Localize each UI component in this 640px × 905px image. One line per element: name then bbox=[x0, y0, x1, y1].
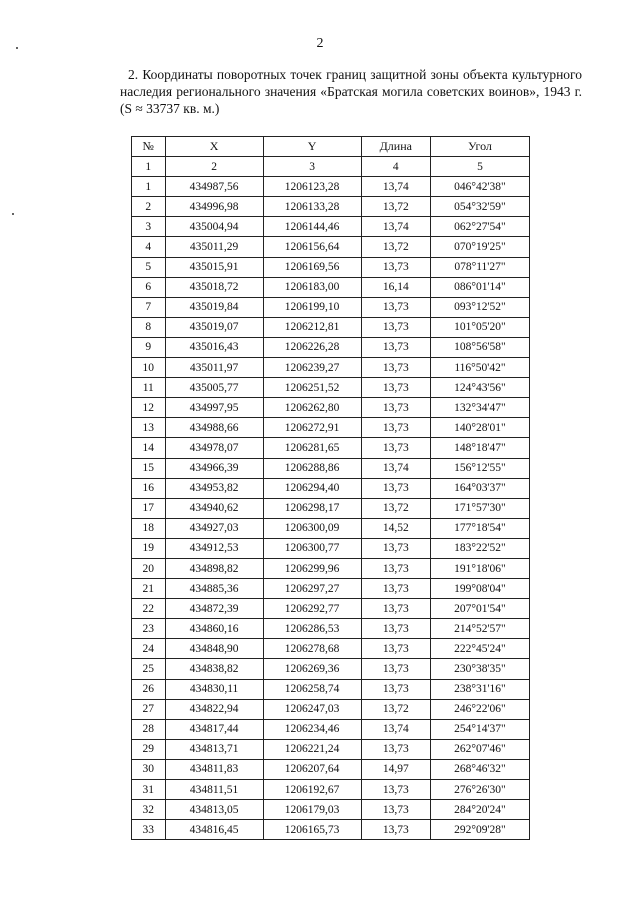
x-coordinate: 434872,39 bbox=[165, 599, 263, 619]
scan-speck bbox=[12, 213, 14, 215]
direction-angle: 062°27'54" bbox=[430, 217, 529, 237]
point-number: 20 bbox=[132, 558, 166, 578]
point-number: 17 bbox=[132, 498, 166, 518]
col-number-4: 4 bbox=[361, 157, 430, 177]
point-number: 33 bbox=[132, 820, 166, 840]
y-coordinate: 1206251,52 bbox=[263, 378, 361, 398]
col-number-1: 1 bbox=[132, 157, 166, 177]
segment-length: 16,14 bbox=[361, 277, 430, 297]
page-number: 2 bbox=[316, 36, 324, 51]
table-row bbox=[132, 558, 530, 578]
point-number: 4 bbox=[132, 237, 166, 257]
direction-angle: 177°18'54" bbox=[430, 518, 529, 538]
direction-angle: 276°26'30" bbox=[430, 780, 529, 800]
table-header-row bbox=[132, 137, 530, 157]
table-row bbox=[132, 438, 530, 458]
y-coordinate: 1206133,28 bbox=[263, 197, 361, 217]
x-coordinate: 435019,07 bbox=[165, 317, 263, 337]
col-number-5: 5 bbox=[430, 157, 529, 177]
segment-length: 13,73 bbox=[361, 378, 430, 398]
section-heading bbox=[120, 66, 582, 117]
x-coordinate: 434996,98 bbox=[165, 197, 263, 217]
direction-angle: 108°56'58" bbox=[430, 337, 529, 357]
point-number: 32 bbox=[132, 800, 166, 820]
point-number: 1 bbox=[132, 177, 166, 197]
direction-angle: 268°46'32" bbox=[430, 759, 529, 779]
direction-angle: 207°01'54" bbox=[430, 599, 529, 619]
direction-angle: 156°12'55" bbox=[430, 458, 529, 478]
segment-length: 13,72 bbox=[361, 699, 430, 719]
table-row bbox=[132, 639, 530, 659]
x-coordinate: 434898,82 bbox=[165, 558, 263, 578]
y-coordinate: 1206165,73 bbox=[263, 820, 361, 840]
x-coordinate: 434885,36 bbox=[165, 579, 263, 599]
point-number: 29 bbox=[132, 739, 166, 759]
table-row bbox=[132, 358, 530, 378]
direction-angle: 086°01'14" bbox=[430, 277, 529, 297]
point-number: 3 bbox=[132, 217, 166, 237]
y-coordinate: 1206212,81 bbox=[263, 317, 361, 337]
table-row bbox=[132, 659, 530, 679]
table-row bbox=[132, 297, 530, 317]
direction-angle: 246°22'06" bbox=[430, 699, 529, 719]
segment-length: 13,74 bbox=[361, 719, 430, 739]
segment-length: 13,73 bbox=[361, 337, 430, 357]
direction-angle: 171°57'30" bbox=[430, 498, 529, 518]
x-coordinate: 435004,94 bbox=[165, 217, 263, 237]
segment-length: 13,74 bbox=[361, 217, 430, 237]
x-coordinate: 435018,72 bbox=[165, 277, 263, 297]
y-coordinate: 1206207,64 bbox=[263, 759, 361, 779]
table-row bbox=[132, 418, 530, 438]
scan-speck bbox=[16, 47, 18, 49]
y-coordinate: 1206272,91 bbox=[263, 418, 361, 438]
segment-length: 13,73 bbox=[361, 558, 430, 578]
direction-angle: 078°11'27" bbox=[430, 257, 529, 277]
y-coordinate: 1206298,17 bbox=[263, 498, 361, 518]
table-row bbox=[132, 820, 530, 840]
segment-length: 13,73 bbox=[361, 317, 430, 337]
point-number: 19 bbox=[132, 538, 166, 558]
direction-angle: 254°14'37" bbox=[430, 719, 529, 739]
table-row bbox=[132, 538, 530, 558]
table-row bbox=[132, 579, 530, 599]
col-number-3: 3 bbox=[263, 157, 361, 177]
segment-length: 13,73 bbox=[361, 800, 430, 820]
x-coordinate: 434966,39 bbox=[165, 458, 263, 478]
point-number: 2 bbox=[132, 197, 166, 217]
table-row bbox=[132, 679, 530, 699]
y-coordinate: 1206226,28 bbox=[263, 337, 361, 357]
point-number: 12 bbox=[132, 398, 166, 418]
y-coordinate: 1206258,74 bbox=[263, 679, 361, 699]
y-coordinate: 1206288,86 bbox=[263, 458, 361, 478]
x-coordinate: 434848,90 bbox=[165, 639, 263, 659]
point-number: 10 bbox=[132, 358, 166, 378]
y-coordinate: 1206156,64 bbox=[263, 237, 361, 257]
table-row bbox=[132, 378, 530, 398]
x-coordinate: 434813,05 bbox=[165, 800, 263, 820]
y-coordinate: 1206123,28 bbox=[263, 177, 361, 197]
table-row bbox=[132, 800, 530, 820]
y-coordinate: 1206269,36 bbox=[263, 659, 361, 679]
segment-length: 13,73 bbox=[361, 418, 430, 438]
y-coordinate: 1206286,53 bbox=[263, 619, 361, 639]
table-row bbox=[132, 719, 530, 739]
point-number: 23 bbox=[132, 619, 166, 639]
x-coordinate: 435016,43 bbox=[165, 337, 263, 357]
y-coordinate: 1206234,46 bbox=[263, 719, 361, 739]
x-coordinate: 434987,56 bbox=[165, 177, 263, 197]
y-coordinate: 1206281,65 bbox=[263, 438, 361, 458]
x-coordinate: 434978,07 bbox=[165, 438, 263, 458]
direction-angle: 148°18'47" bbox=[430, 438, 529, 458]
col-number-2: 2 bbox=[165, 157, 263, 177]
point-number: 24 bbox=[132, 639, 166, 659]
y-coordinate: 1206247,03 bbox=[263, 699, 361, 719]
x-coordinate: 434997,95 bbox=[165, 398, 263, 418]
x-coordinate: 435011,97 bbox=[165, 358, 263, 378]
col-header-x: X bbox=[165, 137, 263, 157]
direction-angle: 116°50'42" bbox=[430, 358, 529, 378]
segment-length: 13,73 bbox=[361, 739, 430, 759]
segment-length: 13,72 bbox=[361, 197, 430, 217]
direction-angle: 222°45'24" bbox=[430, 639, 529, 659]
y-coordinate: 1206294,40 bbox=[263, 478, 361, 498]
segment-length: 14,52 bbox=[361, 518, 430, 538]
table-row bbox=[132, 458, 530, 478]
point-number: 25 bbox=[132, 659, 166, 679]
y-coordinate: 1206221,24 bbox=[263, 739, 361, 759]
segment-length: 13,73 bbox=[361, 639, 430, 659]
table-row bbox=[132, 257, 530, 277]
point-number: 8 bbox=[132, 317, 166, 337]
x-coordinate: 434953,82 bbox=[165, 478, 263, 498]
direction-angle: 093°12'52" bbox=[430, 297, 529, 317]
table-body bbox=[132, 177, 530, 840]
table-row bbox=[132, 478, 530, 498]
point-number: 28 bbox=[132, 719, 166, 739]
col-header-angle: Угол bbox=[430, 137, 529, 157]
table-row bbox=[132, 518, 530, 538]
y-coordinate: 1206278,68 bbox=[263, 639, 361, 659]
y-coordinate: 1206183,00 bbox=[263, 277, 361, 297]
segment-length: 13,73 bbox=[361, 579, 430, 599]
x-coordinate: 434811,83 bbox=[165, 759, 263, 779]
x-coordinate: 434912,53 bbox=[165, 538, 263, 558]
point-number: 21 bbox=[132, 579, 166, 599]
y-coordinate: 1206300,77 bbox=[263, 538, 361, 558]
col-header-length: Длина bbox=[361, 137, 430, 157]
segment-length: 13,74 bbox=[361, 177, 430, 197]
direction-angle: 199°08'04" bbox=[430, 579, 529, 599]
col-header-number: № bbox=[132, 137, 166, 157]
y-coordinate: 1206199,10 bbox=[263, 297, 361, 317]
x-coordinate: 434860,16 bbox=[165, 619, 263, 639]
y-coordinate: 1206297,27 bbox=[263, 579, 361, 599]
direction-angle: 046°42'38" bbox=[430, 177, 529, 197]
table-row bbox=[132, 739, 530, 759]
point-number: 6 bbox=[132, 277, 166, 297]
y-coordinate: 1206299,96 bbox=[263, 558, 361, 578]
point-number: 5 bbox=[132, 257, 166, 277]
x-coordinate: 434830,11 bbox=[165, 679, 263, 699]
direction-angle: 164°03'37" bbox=[430, 478, 529, 498]
coordinates-table bbox=[131, 136, 530, 840]
x-coordinate: 434816,45 bbox=[165, 820, 263, 840]
y-coordinate: 1206262,80 bbox=[263, 398, 361, 418]
y-coordinate: 1206169,56 bbox=[263, 257, 361, 277]
table-row bbox=[132, 277, 530, 297]
y-coordinate: 1206300,09 bbox=[263, 518, 361, 538]
table-row bbox=[132, 498, 530, 518]
point-number: 11 bbox=[132, 378, 166, 398]
direction-angle: 124°43'56" bbox=[430, 378, 529, 398]
direction-angle: 238°31'16" bbox=[430, 679, 529, 699]
direction-angle: 284°20'24" bbox=[430, 800, 529, 820]
x-coordinate: 435011,29 bbox=[165, 237, 263, 257]
table-row bbox=[132, 337, 530, 357]
table-row bbox=[132, 317, 530, 337]
col-header-y: Y bbox=[263, 137, 361, 157]
table-row bbox=[132, 177, 530, 197]
point-number: 26 bbox=[132, 679, 166, 699]
table-row bbox=[132, 237, 530, 257]
segment-length: 13,73 bbox=[361, 257, 430, 277]
segment-length: 13,73 bbox=[361, 438, 430, 458]
segment-length: 13,72 bbox=[361, 237, 430, 257]
point-number: 22 bbox=[132, 599, 166, 619]
point-number: 13 bbox=[132, 418, 166, 438]
x-coordinate: 434813,71 bbox=[165, 739, 263, 759]
direction-angle: 140°28'01" bbox=[430, 418, 529, 438]
y-coordinate: 1206292,77 bbox=[263, 599, 361, 619]
direction-angle: 101°05'20" bbox=[430, 317, 529, 337]
direction-angle: 230°38'35" bbox=[430, 659, 529, 679]
segment-length: 13,72 bbox=[361, 498, 430, 518]
segment-length: 13,73 bbox=[361, 619, 430, 639]
x-coordinate: 435015,91 bbox=[165, 257, 263, 277]
y-coordinate: 1206144,46 bbox=[263, 217, 361, 237]
point-number: 31 bbox=[132, 780, 166, 800]
table-row bbox=[132, 599, 530, 619]
direction-angle: 191°18'06" bbox=[430, 558, 529, 578]
point-number: 15 bbox=[132, 458, 166, 478]
table-column-numbers-row bbox=[132, 157, 530, 177]
table-row bbox=[132, 398, 530, 418]
y-coordinate: 1206192,67 bbox=[263, 780, 361, 800]
y-coordinate: 1206239,27 bbox=[263, 358, 361, 378]
segment-length: 13,74 bbox=[361, 458, 430, 478]
table-row bbox=[132, 759, 530, 779]
direction-angle: 054°32'59" bbox=[430, 197, 529, 217]
segment-length: 13,73 bbox=[361, 398, 430, 418]
x-coordinate: 434838,82 bbox=[165, 659, 263, 679]
table-row bbox=[132, 780, 530, 800]
table-row bbox=[132, 217, 530, 237]
direction-angle: 070°19'25" bbox=[430, 237, 529, 257]
direction-angle: 214°52'57" bbox=[430, 619, 529, 639]
section-heading-text: 2. Координаты поворотных точек границ защитной зоны объекта культурного наследия регионального значения «Братская могила советских воинов», 1943 г. (S ≈ 33737 кв. м.) bbox=[120, 67, 582, 116]
segment-length: 14,97 bbox=[361, 759, 430, 779]
point-number: 27 bbox=[132, 699, 166, 719]
x-coordinate: 434927,03 bbox=[165, 518, 263, 538]
direction-angle: 132°34'47" bbox=[430, 398, 529, 418]
y-coordinate: 1206179,03 bbox=[263, 800, 361, 820]
segment-length: 13,73 bbox=[361, 599, 430, 619]
point-number: 16 bbox=[132, 478, 166, 498]
direction-angle: 292°09'28" bbox=[430, 820, 529, 840]
segment-length: 13,73 bbox=[361, 820, 430, 840]
table-row bbox=[132, 619, 530, 639]
x-coordinate: 434822,94 bbox=[165, 699, 263, 719]
point-number: 30 bbox=[132, 759, 166, 779]
point-number: 7 bbox=[132, 297, 166, 317]
segment-length: 13,73 bbox=[361, 297, 430, 317]
x-coordinate: 435005,77 bbox=[165, 378, 263, 398]
point-number: 9 bbox=[132, 337, 166, 357]
segment-length: 13,73 bbox=[361, 780, 430, 800]
segment-length: 13,73 bbox=[361, 478, 430, 498]
x-coordinate: 434811,51 bbox=[165, 780, 263, 800]
segment-length: 13,73 bbox=[361, 659, 430, 679]
direction-angle: 262°07'46" bbox=[430, 739, 529, 759]
direction-angle: 183°22'52" bbox=[430, 538, 529, 558]
point-number: 18 bbox=[132, 518, 166, 538]
segment-length: 13,73 bbox=[361, 679, 430, 699]
point-number: 14 bbox=[132, 438, 166, 458]
segment-length: 13,73 bbox=[361, 358, 430, 378]
table-row bbox=[132, 699, 530, 719]
x-coordinate: 435019,84 bbox=[165, 297, 263, 317]
segment-length: 13,73 bbox=[361, 538, 430, 558]
x-coordinate: 434940,62 bbox=[165, 498, 263, 518]
x-coordinate: 434817,44 bbox=[165, 719, 263, 739]
table-row bbox=[132, 197, 530, 217]
x-coordinate: 434988,66 bbox=[165, 418, 263, 438]
